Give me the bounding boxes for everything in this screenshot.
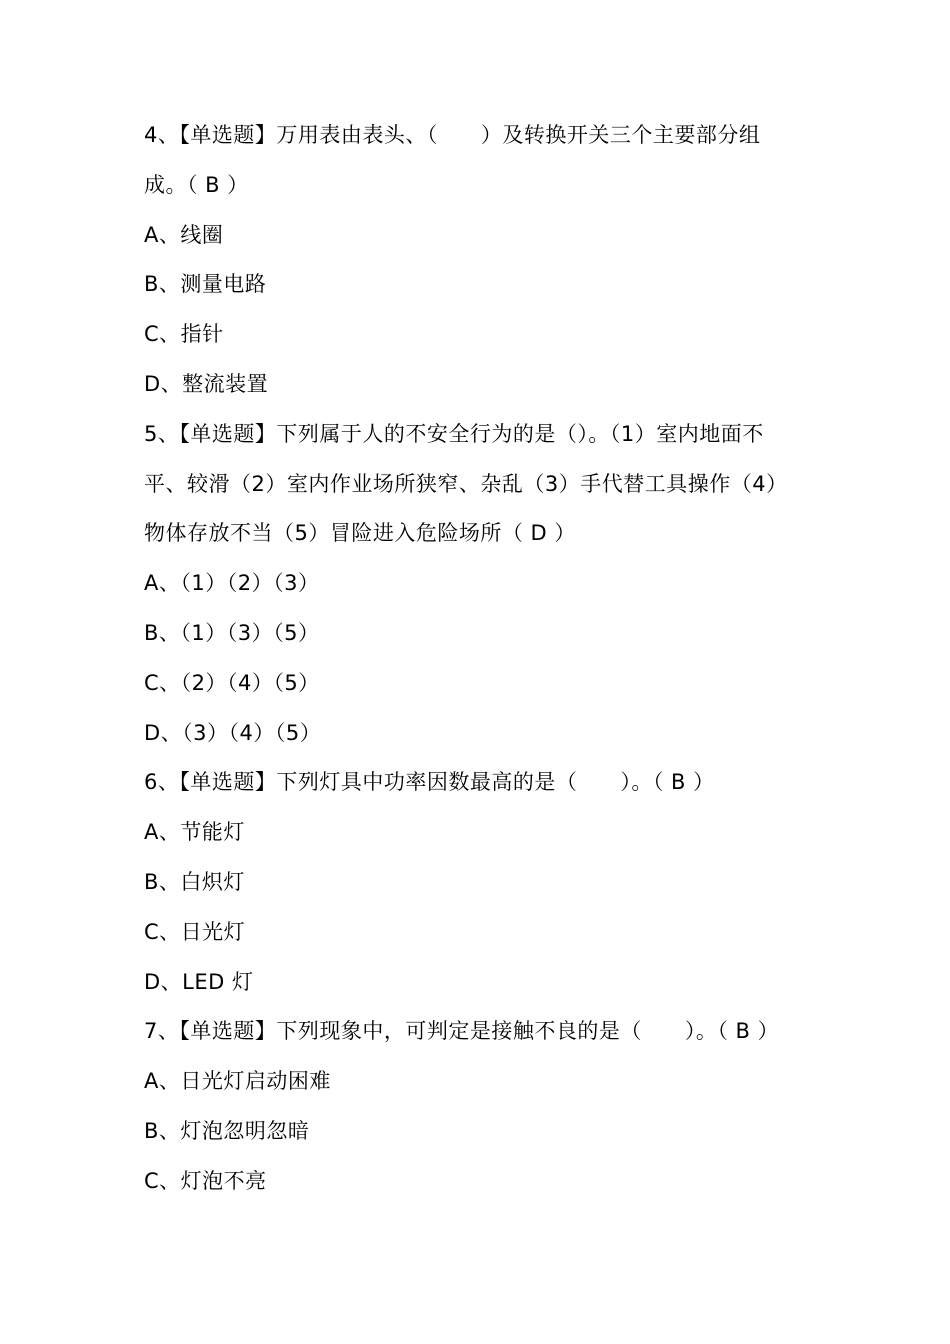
question-list (144, 111, 824, 1207)
option-d: D、（3）（4）（5） (144, 720, 322, 745)
question-stem-line: 4、【单选题】万用表由表头、（ ）及转换开关三个主要部分组 (144, 123, 761, 147)
option-d: D、整流装置 (144, 371, 269, 396)
option-a: A、日光灯启动困难 (144, 1069, 331, 1094)
option-c: C、灯泡不亮 (144, 1168, 267, 1193)
question-6 (144, 758, 824, 1007)
question-stem-line: 物体存放不当（5）冒险进入危险场所（ D ） (144, 521, 576, 546)
option-b: B、测量电路 (144, 272, 267, 297)
option-c: C、（2）（4）（5） (144, 670, 320, 695)
option-c: C、指针 (144, 322, 224, 347)
question-stem-line: 5、【单选题】下列属于人的不安全行为的是（）。（1）室内地面不 (144, 421, 764, 446)
option-c: C、日光灯 (144, 919, 246, 944)
option-b: B、灯泡忽明忽暗 (144, 1118, 310, 1143)
option-b: B、白炽灯 (144, 869, 245, 894)
question-stem-line: 平、较滑（2）室内作业场所狭窄、杂乱（3）手代替工具操作（4） (144, 471, 788, 496)
option-d: D、LED 灯 (144, 969, 254, 994)
option-b: B、（1）（3）（5） (144, 620, 320, 645)
question-5 (144, 410, 824, 759)
question-7 (144, 1007, 824, 1206)
question-stem-line: 成。（ B ） (144, 172, 249, 197)
question-stem-line: 6、【单选题】下列灯具中功率因数最高的是（ ）。（ B ） (144, 770, 715, 795)
question-4 (144, 111, 824, 410)
option-a: A、（1）（2）（3） (144, 571, 320, 596)
question-stem-line: 7、【单选题】下列现象中，可判定是接触不良的是（ ）。（ B ） (144, 1019, 780, 1044)
option-a: A、节能灯 (144, 820, 245, 845)
option-a: A、线圈 (144, 222, 224, 247)
